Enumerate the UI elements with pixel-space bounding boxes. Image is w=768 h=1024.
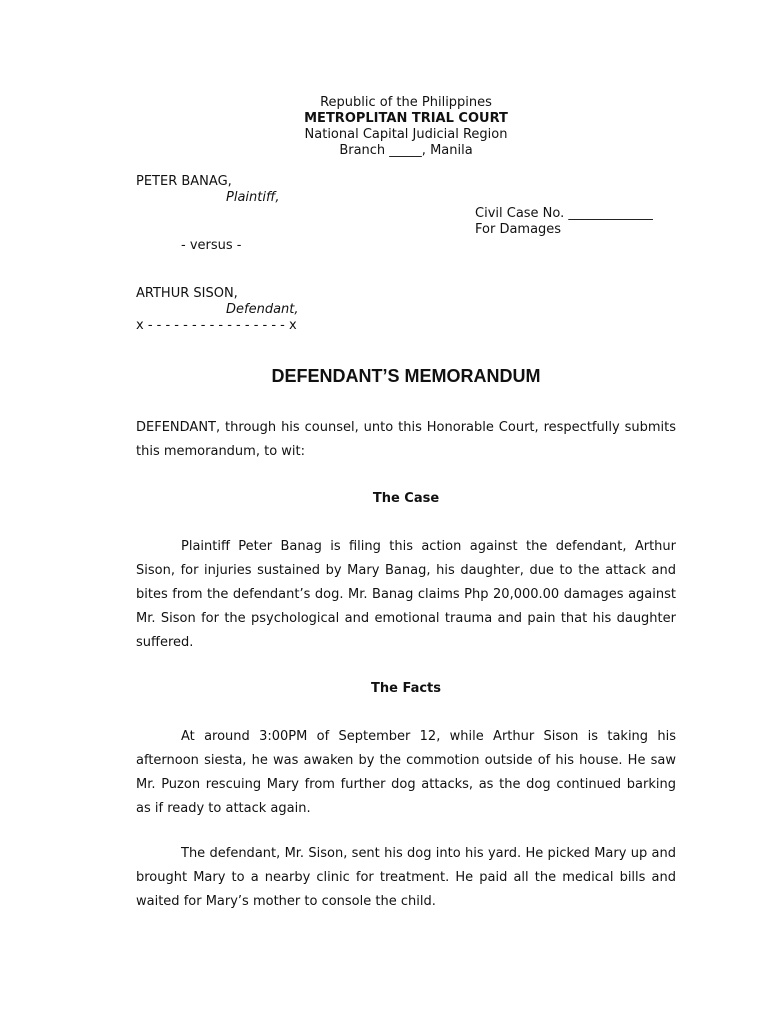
case-paragraph: Plaintiff Peter Banag is filing this action against the defendant, Arthur Sison, for injuries sustained by Mary Banag, his daughter, due to the attack and bites from the defendant’s dog. Mr. Banag claims Php 20,000.00 damages against Mr. Sison for the psychological and emotional trauma and pain that his daughter suffered.: [136, 539, 676, 650]
plaintiff-role: Plaintiff,: [226, 190, 280, 205]
facts-paragraph-2: The defendant, Mr. Sison, sent his dog into his yard. He picked Mary up and brought Mary to a nearby clinic for treatment. He paid all the medical bills and waited for Mary’s mother to console the child.: [136, 846, 676, 909]
header-republic: Republic of the Philippines: [320, 95, 492, 110]
header-court-name: METROPLITAN TRIAL COURT: [304, 111, 508, 126]
intro-paragraph: DEFENDANT, through his counsel, unto this Honorable Court, respectfully submits this memorandum, to wit:: [136, 420, 676, 459]
case-number: Civil Case No. _____________: [475, 206, 653, 221]
document-title: DEFENDANT’S MEMORANDUM: [271, 366, 541, 386]
heading-the-facts: The Facts: [370, 681, 441, 696]
versus-label: - versus -: [181, 238, 242, 253]
header-branch: Branch _____, Manila: [339, 143, 473, 158]
court-header: [136, 95, 676, 159]
header-region: National Capital Judicial Region: [304, 127, 508, 142]
heading-the-case: The Case: [372, 491, 440, 506]
facts-paragraph-1: At around 3:00PM of September 12, while Arthur Sison is taking his afternoon siesta, he was awaken by the commotion outside of his house. He saw Mr. Puzon rescuing Mary from further dog attacks, as the dog continued barking as if ready to attack again.: [136, 729, 676, 816]
defendant-name: ARTHUR SISON,: [136, 286, 238, 301]
caption-separator: x - - - - - - - - - - - - - - - - x: [136, 318, 297, 333]
plaintiff-name: PETER BANAG,: [136, 174, 232, 189]
case-type: For Damages: [475, 222, 562, 237]
defendant-role: Defendant,: [226, 302, 299, 317]
